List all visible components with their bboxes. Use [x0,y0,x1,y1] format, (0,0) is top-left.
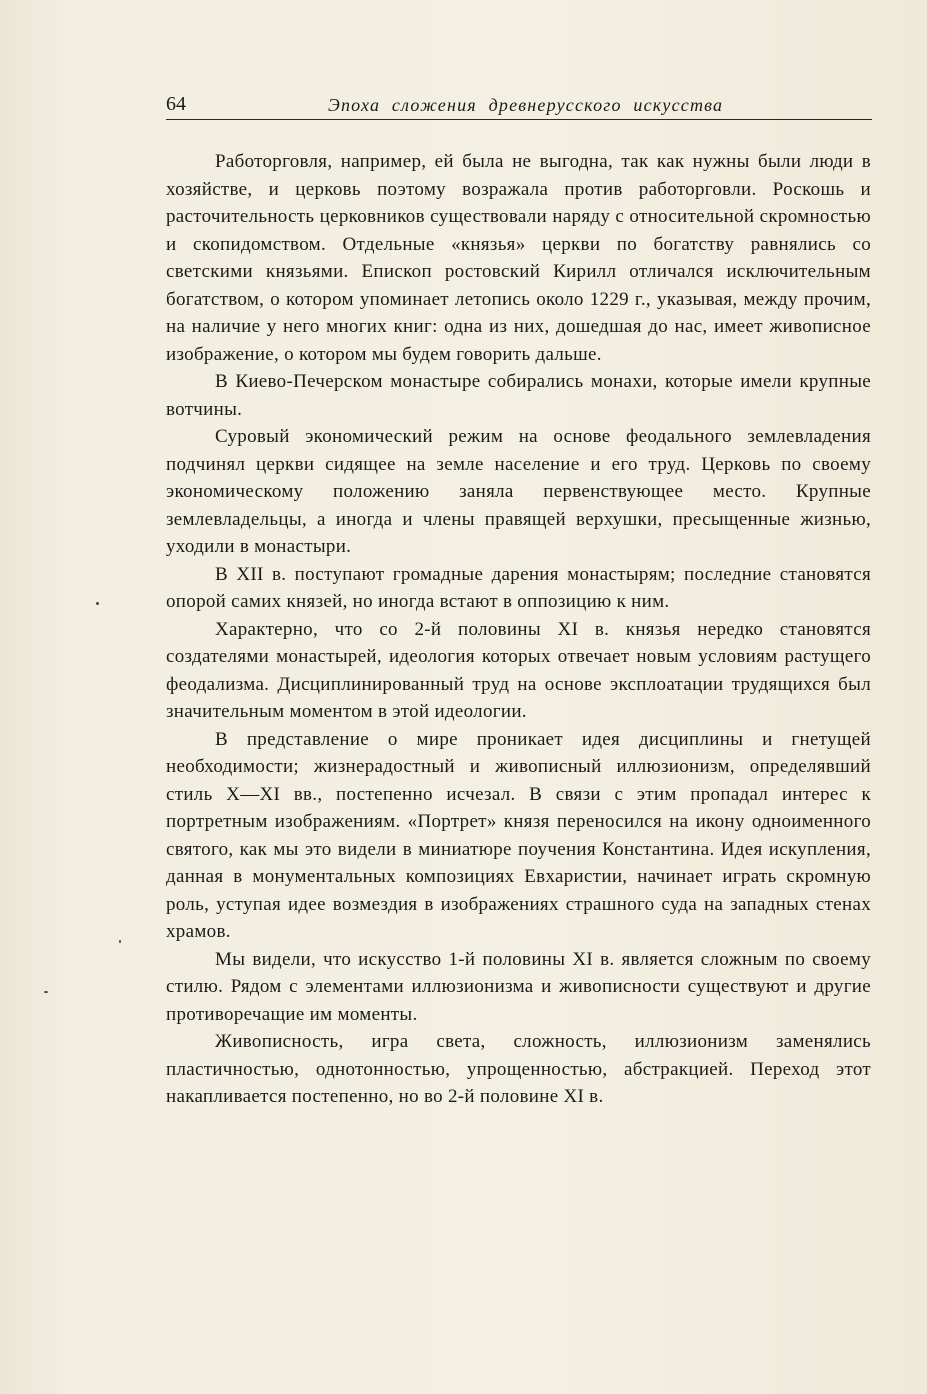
paragraph: Живописность, игра света, сложность, иллюзионизм заменялись пластичностью, однотонностью, упрощенностью, абстракцией. Переход этот накапливается постепенно, но во 2-й половине XI в. [166,1031,871,1107]
paragraph: Характерно, что со 2-й половины XI в. князья нередко становятся создателями монастырей, идеология которых отвечает новым условиям растущего феодализма. Дисциплинированный труд на основе эксплоатации трудящихся был значительным моментом в этой идеологии. [166,618,871,722]
paragraph: В представление о мире проникает идея дисциплины и гнетущей необходимости; жизнерадостный и живописный иллюзионизм, определявший стиль X—XI вв., постепенно исчезал. В связи с этим пропадал интерес к портретным изображениям. «Портрет» князя переносился на икону одноименного святого, как мы это видели в миниатюре поучения Константина. Идея искупления, данная в монументальных композициях Евхаристии, начинает играть скромную роль, уступая идее возмездия в изображениях страшного суда на западных стенах храмов. [166,728,871,942]
print-speck [44,991,48,993]
paragraph: Суровый экономический режим на основе феодального землевладения подчинял церкви сидящее на земле население и его труд. Церковь по своему экономическому положению заняла первенствующее место. Крупные землевладельцы, а иногда и члены правящей верхушки, пресыщенные жизнью, уходили в монастыри. [166,426,871,557]
paragraph: В XII в. поступают громадные дарения монастырям; последние становятся опорой самих князей, но иногда встают в оппозицию к ним. [166,563,871,612]
print-speck [96,602,99,605]
header-rule [166,119,872,120]
paragraph: Мы видели, что искусство 1-й половины XI в. является сложным по своему стилю. Рядом с элементами иллюзионизма и живописности существуют и другие противоречащие им моменты. [166,948,871,1025]
paragraph: В Киево-Печерском монастыре собирались монахи, которые имели крупные вотчины. [166,371,871,420]
running-title: Эпоха сложения древнерусского искусства [328,95,724,115]
body-text [166,148,871,1111]
page-header [166,92,872,120]
paragraph: Работорговля, например, ей была не выгодна, так как нужны были люди в хозяйстве, и церковь поэтому возражала против работорговли. Роскошь и расточительность церковников существовали наряду с относительной скромностью и скопидомством. Отдельные «князья» церкви по богатству равнялись со светскими князьями. Епископ ростовский Кирилл отличался исключительным богатством, о котором упоминает летопись около 1229 г., указывая, между прочим, на наличие у него многих книг: одна из них, дошедшая до нас, имеет живописное изображение, о котором мы будем говорить дальше. [166,151,871,365]
page-number: 64 [166,93,186,115]
print-speck [119,940,121,943]
